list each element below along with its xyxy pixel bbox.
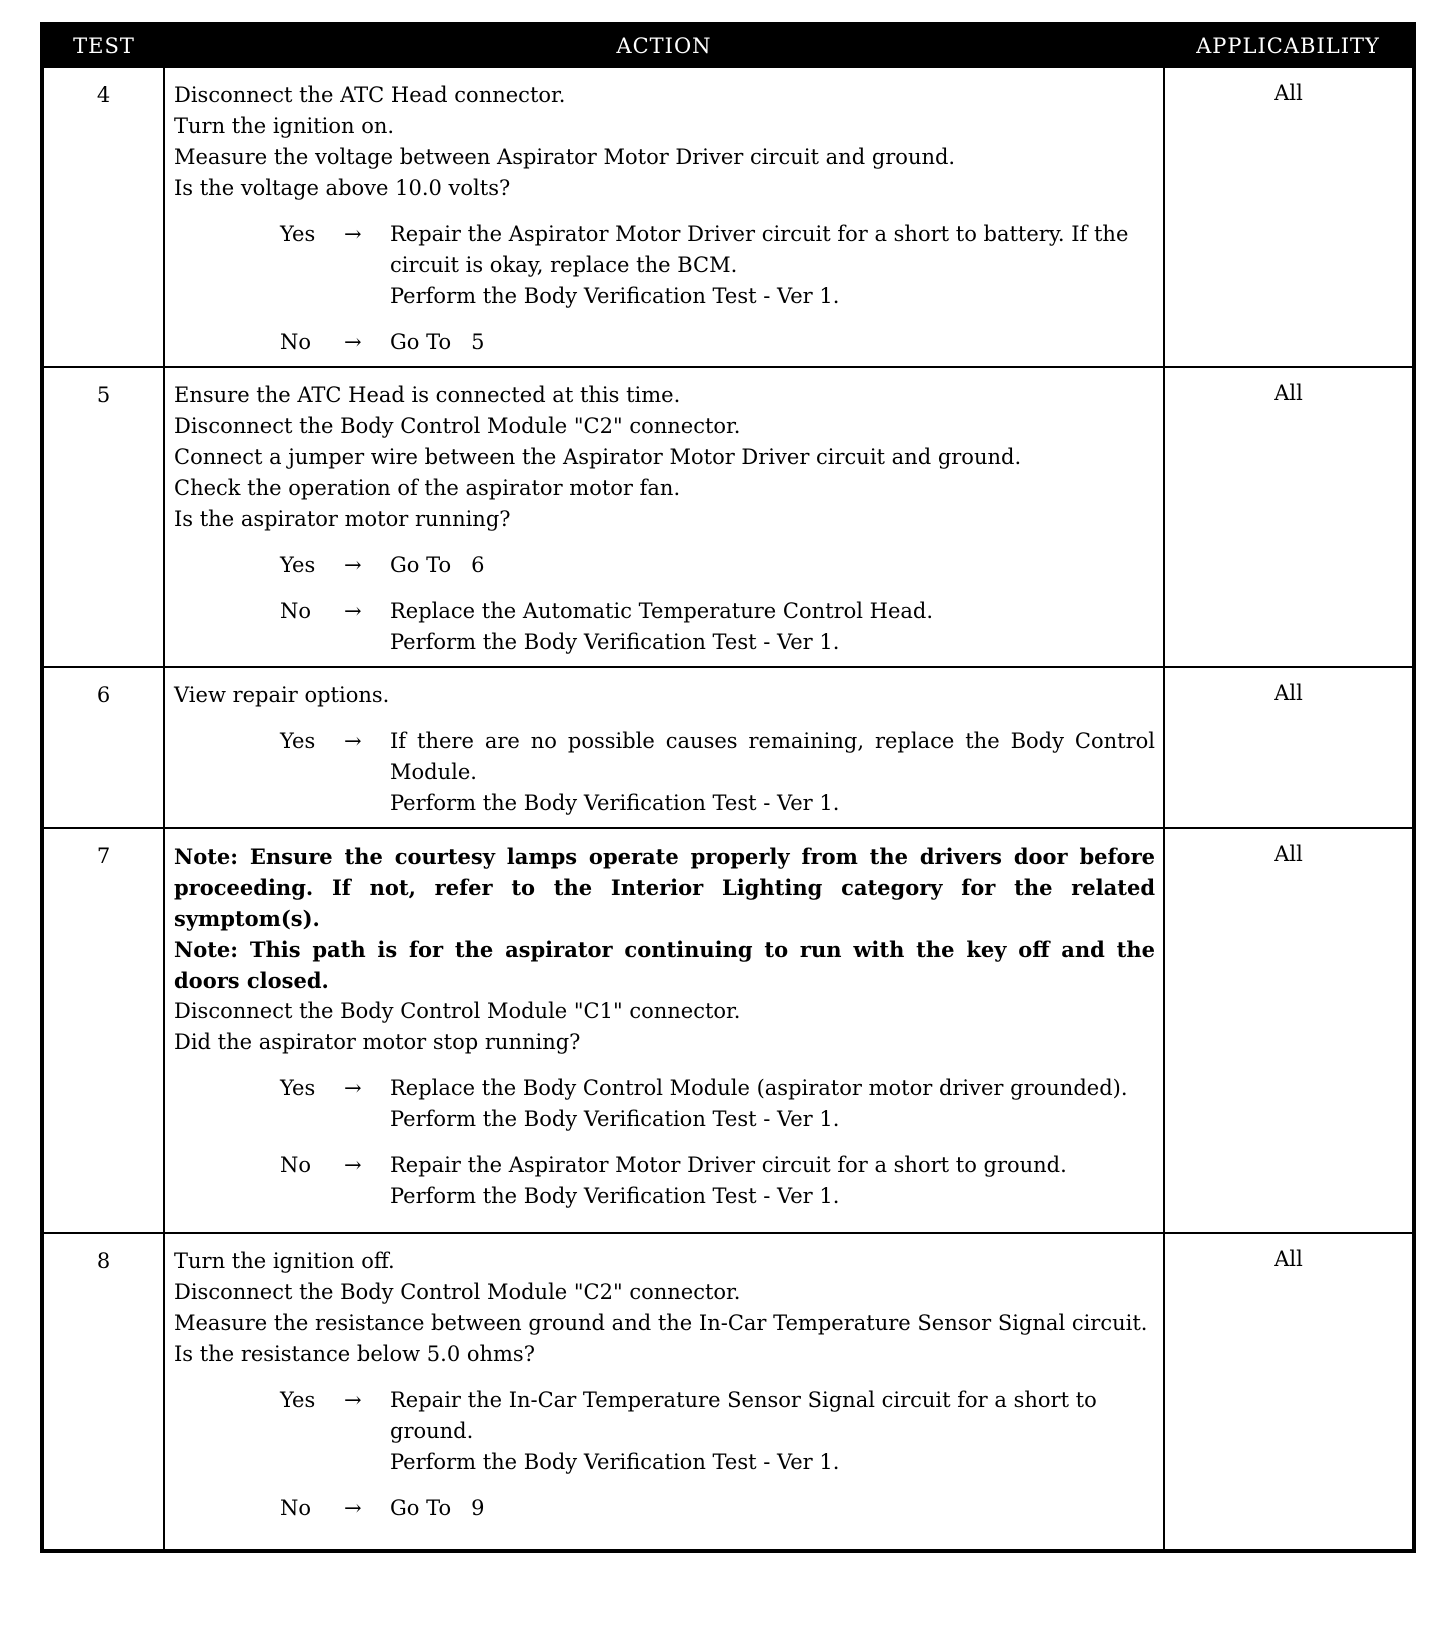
test-number: 7 <box>42 828 164 1233</box>
response-line: Repair the In-Car Temperature Sensor Signal circuit for a short to ground. <box>390 1388 1097 1443</box>
action-cell <box>164 828 1164 1233</box>
response-line: Perform the Body Verification Test - Ver 1. <box>390 1184 840 1208</box>
response-no <box>174 596 1155 658</box>
response-text <box>390 327 1155 358</box>
response-no <box>174 1493 1155 1524</box>
arrow-right-icon: → <box>344 729 362 753</box>
response-line: Perform the Body Verification Test - Ver 1. <box>390 1107 840 1131</box>
action-step: Disconnect the Body Control Module "C2" connector. <box>174 414 741 438</box>
action-cell <box>164 67 1164 367</box>
response-line: Repair the Aspirator Motor Driver circuit for a short to ground. <box>390 1153 1067 1177</box>
response-line: Perform the Body Verification Test - Ver 1. <box>390 1450 840 1474</box>
action-step: Is the aspirator motor running? <box>174 507 511 531</box>
action-step: Turn the ignition off. <box>174 1249 395 1273</box>
response-line: Perform the Body Verification Test - Ver 1. <box>390 630 840 654</box>
header-applicability: APPLICABILITY <box>1164 24 1414 67</box>
action-step: Ensure the ATC Head is connected at this time. <box>174 383 681 407</box>
response-text <box>390 1493 1155 1524</box>
response-label: No <box>280 1153 312 1177</box>
response-line: Replace the Automatic Temperature Control Head. <box>390 599 934 623</box>
test-number: 6 <box>42 667 164 828</box>
response-line: Go To 9 <box>390 1496 485 1520</box>
table-header-row <box>42 24 1414 67</box>
response-text <box>390 596 1155 658</box>
header-action: ACTION <box>164 24 1164 67</box>
arrow-right-icon: → <box>344 222 362 246</box>
action-step: Did the aspirator motor stop running? <box>174 1030 581 1054</box>
arrow-right-icon: → <box>344 1496 362 1520</box>
response-text <box>390 1150 1155 1212</box>
table-row-test-5 <box>42 367 1414 667</box>
action-step: Connect a jumper wire between the Aspirator Motor Driver circuit and ground. <box>174 445 1022 469</box>
response-label: Yes <box>280 553 316 577</box>
response-label: No <box>280 330 312 354</box>
response-yes <box>174 726 1155 819</box>
response-line: Perform the Body Verification Test - Ver 1. <box>390 284 840 308</box>
response-text <box>390 550 1155 581</box>
action-step: Is the resistance below 5.0 ohms? <box>174 1342 535 1366</box>
response-line: Repair the Aspirator Motor Driver circuit for a short to battery. If the circuit is okay, replace the BCM. <box>390 222 1129 277</box>
response-line: If there are no possible causes remaining, replace the Body Control Module. <box>390 729 1155 784</box>
response-label: Yes <box>280 1076 316 1100</box>
applicability-cell: All <box>1164 828 1414 1233</box>
action-step: Turn the ignition on. <box>174 114 395 138</box>
arrow-right-icon: → <box>344 553 362 577</box>
test-number: 4 <box>42 67 164 367</box>
response-yes <box>174 219 1155 312</box>
response-label: Yes <box>280 1388 316 1412</box>
response-label: No <box>280 1496 312 1520</box>
table-row-test-4 <box>42 67 1414 367</box>
table-row-test-8 <box>42 1233 1414 1551</box>
response-text <box>390 726 1155 819</box>
action-step: Measure the voltage between Aspirator Motor Driver circuit and ground. <box>174 145 956 169</box>
response-text <box>390 1385 1155 1478</box>
note-text: Note: This path is for the aspirator continuing to run with the key off and the doors closed. <box>174 937 1155 993</box>
action-step: Disconnect the ATC Head connector. <box>174 83 566 107</box>
response-label: Yes <box>280 729 316 753</box>
response-line: Replace the Body Control Module (aspirator motor driver grounded). <box>390 1076 1128 1100</box>
response-yes <box>174 1073 1155 1135</box>
response-label: Yes <box>280 222 316 246</box>
response-text <box>390 1073 1155 1135</box>
response-line: Perform the Body Verification Test - Ver 1. <box>390 791 840 815</box>
arrow-right-icon: → <box>344 1153 362 1177</box>
arrow-right-icon: → <box>344 1388 362 1412</box>
table-row-test-7 <box>42 828 1414 1233</box>
arrow-right-icon: → <box>344 1076 362 1100</box>
arrow-right-icon: → <box>344 599 362 623</box>
response-line: Go To 6 <box>390 553 485 577</box>
table-row-test-6 <box>42 667 1414 828</box>
response-yes <box>174 550 1155 581</box>
response-no <box>174 327 1155 358</box>
applicability-cell: All <box>1164 67 1414 367</box>
applicability-cell: All <box>1164 367 1414 667</box>
action-step: Measure the resistance between ground and the In-Car Temperature Sensor Signal circuit. <box>174 1311 1148 1335</box>
action-step: Disconnect the Body Control Module "C2" connector. <box>174 1280 741 1304</box>
test-number: 5 <box>42 367 164 667</box>
response-label: No <box>280 599 312 623</box>
note-text: Note: Ensure the courtesy lamps operate properly from the drivers door before proceeding. If not, refer to the Interior Lighting category for the related symptom(s). <box>174 844 1155 931</box>
action-step: Check the operation of the aspirator motor fan. <box>174 476 681 500</box>
action-cell <box>164 367 1164 667</box>
action-step: Disconnect the Body Control Module "C1" connector. <box>174 999 741 1023</box>
response-yes <box>174 1385 1155 1478</box>
action-step: Is the voltage above 10.0 volts? <box>174 176 511 200</box>
action-cell <box>164 667 1164 828</box>
diagnostic-procedure-table <box>40 22 1416 1553</box>
header-test: TEST <box>42 24 164 67</box>
response-line: Go To 5 <box>390 330 485 354</box>
action-cell <box>164 1233 1164 1551</box>
diagnostic-table-wrapper <box>40 22 1412 1553</box>
action-step: View repair options. <box>174 683 390 707</box>
response-text <box>390 219 1155 312</box>
test-number: 8 <box>42 1233 164 1551</box>
applicability-cell: All <box>1164 1233 1414 1551</box>
applicability-cell: All <box>1164 667 1414 828</box>
arrow-right-icon: → <box>344 330 362 354</box>
response-no <box>174 1150 1155 1212</box>
